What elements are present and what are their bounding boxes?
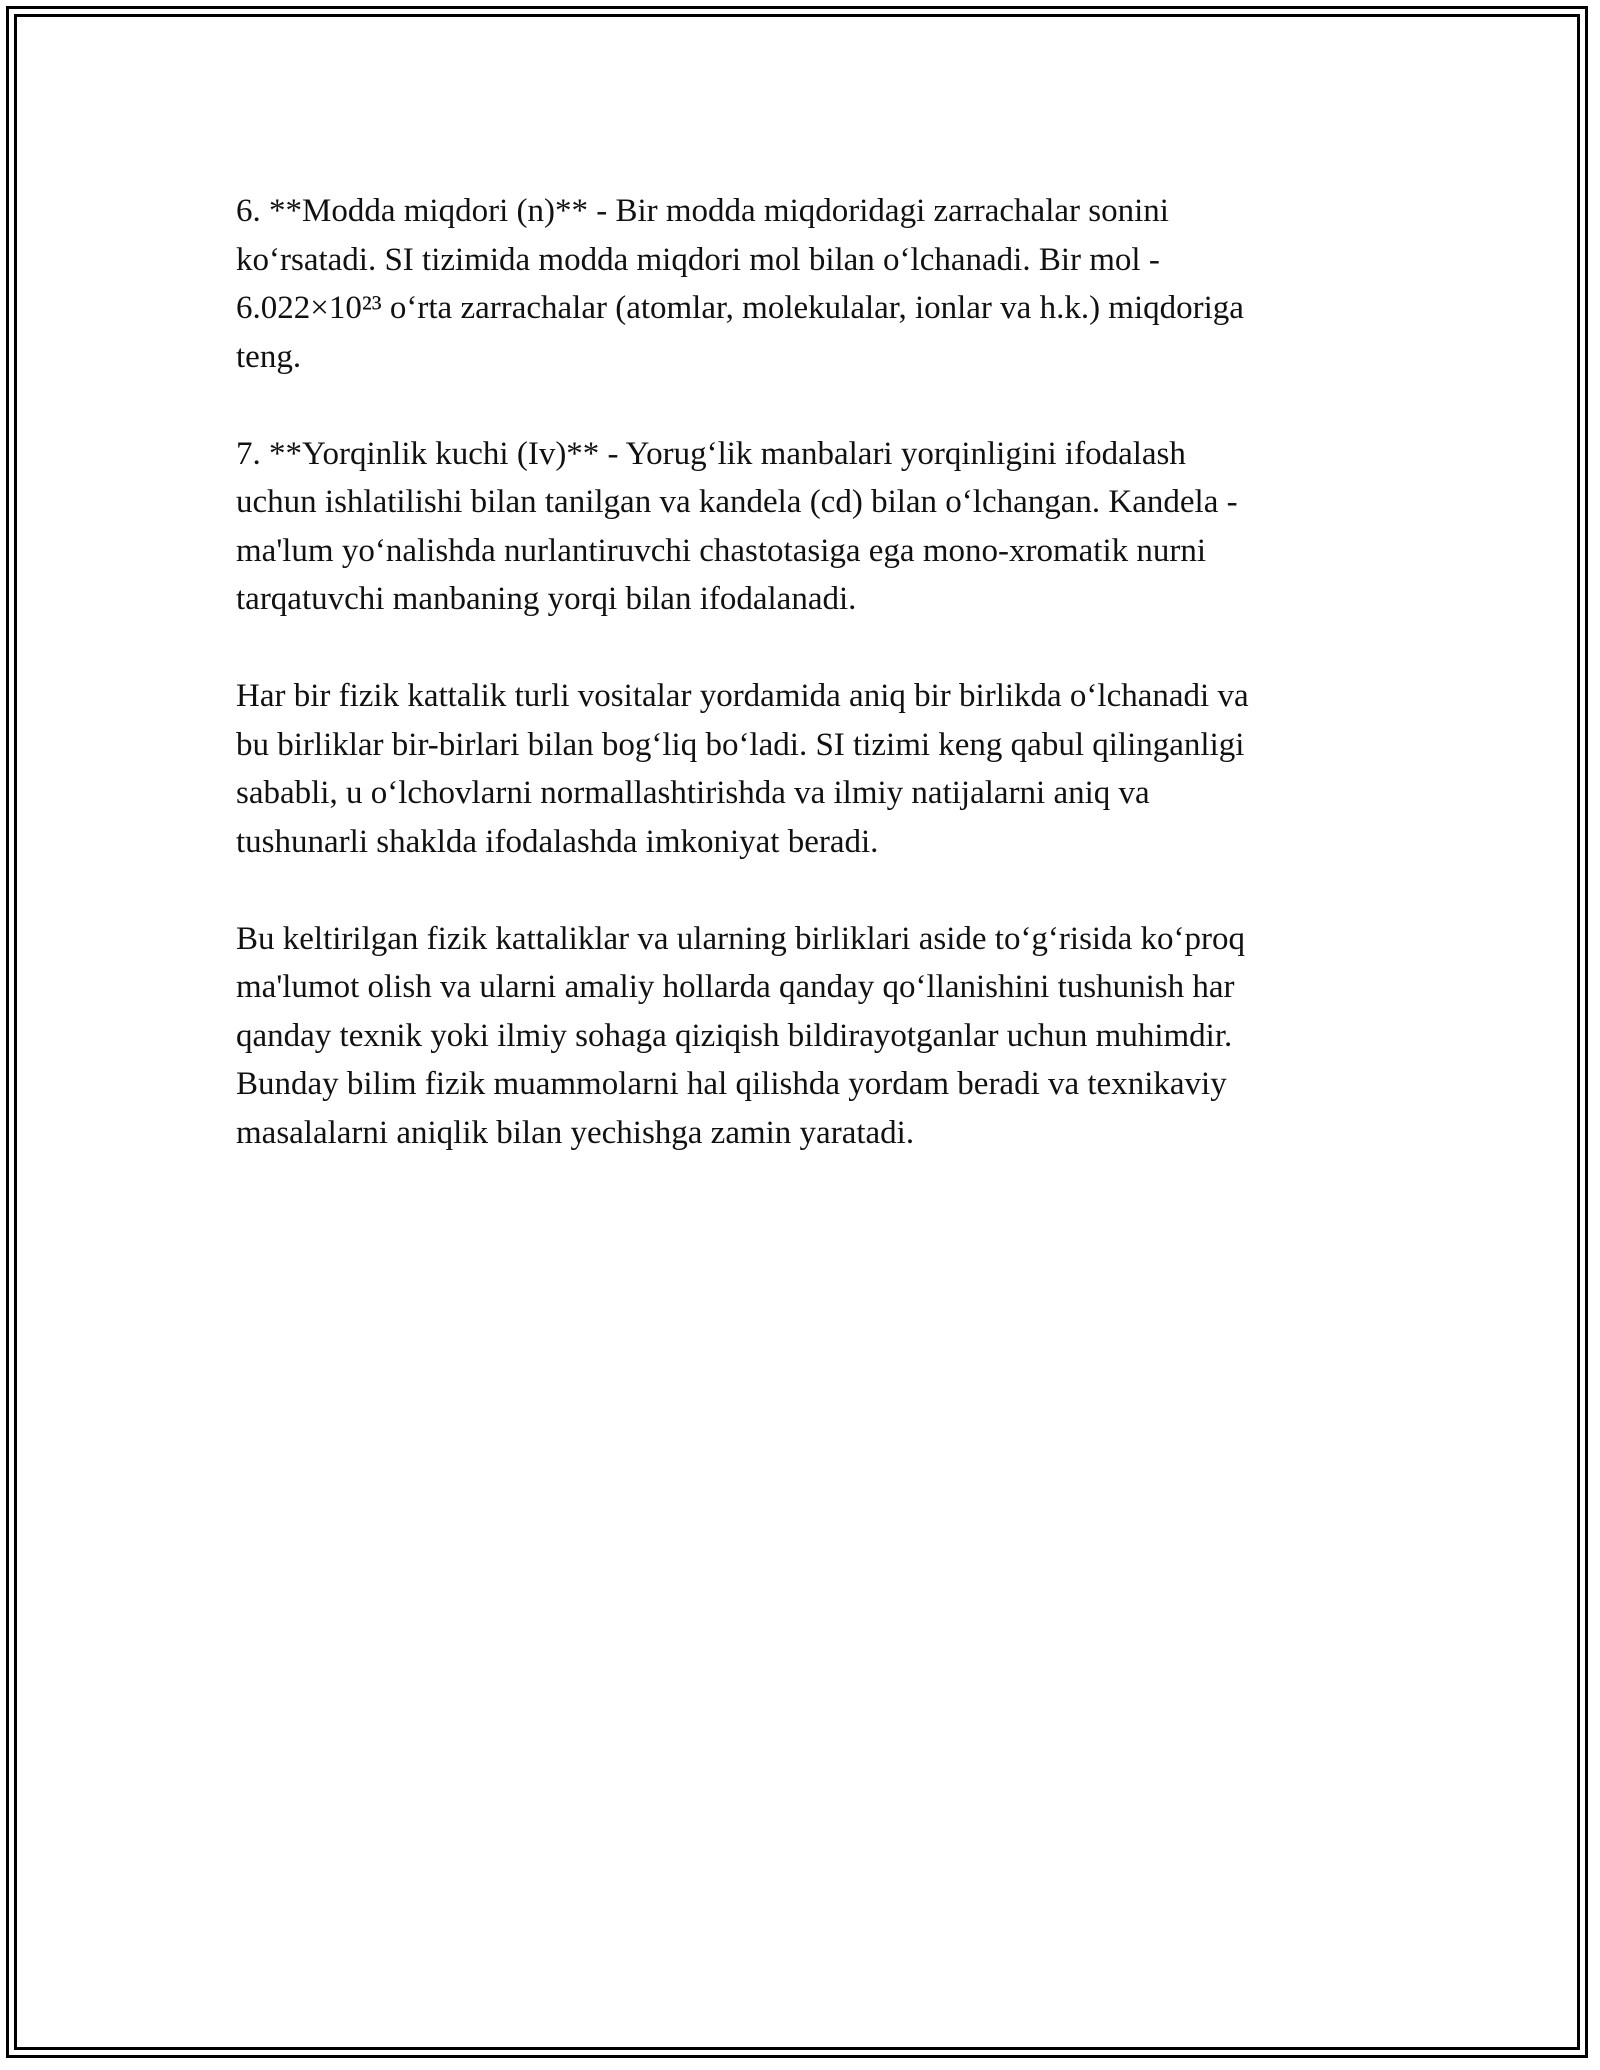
- paragraph-yorqinlik-kuchi: 7. **Yorqinlik kuchi (Iv)** - Yorug‘lik manbalari yorqinligini ifodalash uchun ishlatilishi bilan tanilgan va kandela (cd) bilan o‘lchangan. Kandela - ma'lum yo‘nalishda nurlantiruvchi chastotasiga ega mono-xromatik nurni tarqatuvchi manbaning yorqi bilan ifodalanadi.: [236, 435, 1238, 617]
- paragraph-modda-miqdori: 6. **Modda miqdori (n)** - Bir modda miqdoridagi zarrachalar sonini ko‘rsatadi. SI tizimida modda miqdori mol bilan o‘lchanadi. Bir mol - 6.022×10²³ o‘rta zarrachalar (atomlar, molekulalar, ionlar va h.k.) miqdoriga teng.: [236, 193, 1244, 375]
- paragraph-xulosa: Bu keltirilgan fizik kattaliklar va ularning birliklari aside to‘g‘risida ko‘proq ma'lumot olish va ularni amaliy hollarda qanday qo‘llanishini tushunish har qanday texnik yoki ilmiy sohaga qiziqish bildirayotganlar uchun muhimdir. Bunday bilim fizik muammolarni hal qilishda yordam beradi va texnikaviy masalalarni aniqlik bilan yechishga zamin yaratadi.: [236, 920, 1245, 1151]
- paragraph-fizik-kattalik: Har bir fizik kattalik turli vositalar yordamida aniq bir birlikda o‘lchanadi va bu birliklar bir-birlari bilan bog‘liq bo‘ladi. SI tizimi keng qabul qilinganligi sababli, u o‘lchovlarni normallashtirishda va ilmiy natijalarni aniq va tushunarli shaklda ifodalashda imkoniyat beradi.: [236, 678, 1249, 860]
- document-body: [236, 187, 1366, 1206]
